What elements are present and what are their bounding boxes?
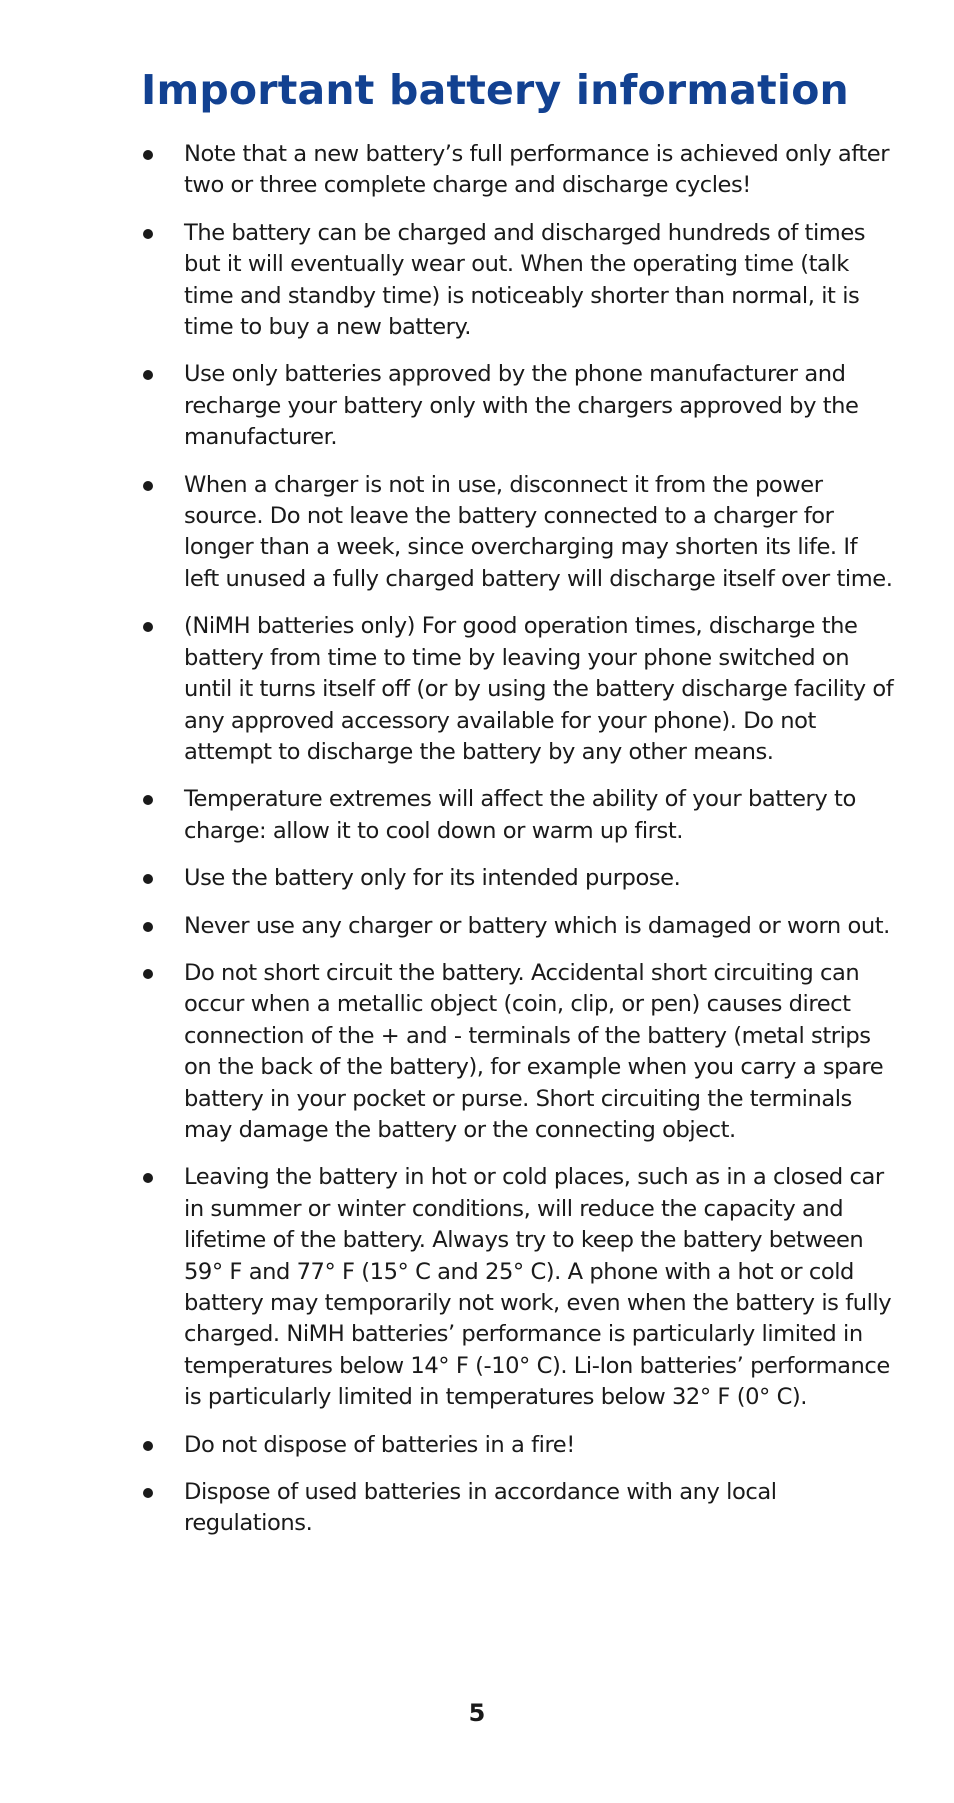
list-item	[141, 218, 898, 344]
bullet-icon	[143, 1173, 153, 1183]
bullet-icon	[143, 370, 153, 380]
list-item	[141, 863, 898, 894]
list-item-text: Do not short circuit the battery. Accidental short circuiting can occur when a metallic object (coin, clip, or pen) causes direct connection of the + and - terminals of the battery (metal strips on the back of the battery), for example when you carry a spare battery in your pocket or purse. Short circuiting the terminals may damage the battery or the connecting object.	[184, 959, 884, 1143]
bullet-icon	[143, 969, 153, 979]
list-item	[141, 359, 898, 453]
list-item	[141, 611, 898, 768]
list-item-text: Use only batteries approved by the phone manufacturer and recharge your battery only with the chargers approved by the manufacturer.	[184, 361, 859, 451]
list-item	[141, 911, 898, 942]
list-item-text: (NiMH batteries only) For good operation times, discharge the battery from time to time by leaving your phone switched on until it turns itself off (or by using the battery discharge facility of any approved accessory available for your phone). Do not attempt to discharge the battery by any other means.	[184, 613, 894, 765]
bullet-icon	[143, 229, 153, 239]
list-item	[141, 139, 898, 202]
bullet-icon	[143, 1441, 153, 1451]
list-item	[141, 1162, 898, 1413]
list-item-text: Use the battery only for its intended purpose.	[184, 865, 681, 892]
list-item-text: When a charger is not in use, disconnect it from the power source. Do not leave the battery connected to a charger for longer than a week, since overcharging may shorten its life. If left unused a fully charged battery will discharge itself over time.	[184, 471, 893, 592]
list-item-text: Never use any charger or battery which is damaged or worn out.	[184, 912, 890, 939]
list-item-text: Do not dispose of batteries in a fire!	[184, 1431, 575, 1458]
list-item	[141, 470, 898, 596]
bullet-icon	[143, 622, 153, 632]
list-item-text: Temperature extremes will affect the ability of your battery to charge: allow it to cool down or warm up first.	[184, 786, 856, 844]
list-item	[141, 958, 898, 1146]
bullet-icon	[143, 481, 153, 491]
list-item-text: The battery can be charged and discharged hundreds of times but it will eventually wear out. When the operating time (talk time and standby time) is noticeably shorter than normal, it is time to buy a new battery.	[184, 219, 866, 341]
page-title: Important battery information	[141, 66, 849, 114]
bullet-icon	[143, 1488, 153, 1498]
bullet-icon	[143, 150, 153, 160]
bullet-icon	[143, 922, 153, 932]
list-item	[141, 1430, 898, 1461]
list-item-text: Dispose of used batteries in accordance with any local regulations.	[184, 1479, 777, 1537]
list-item	[141, 784, 898, 847]
battery-info-list	[141, 139, 898, 1556]
list-item-text: Leaving the battery in hot or cold places, such as in a closed car in summer or winter conditions, will reduce the capacity and lifetime of the battery. Always try to keep the battery between 59° F and 77° F (15° C and 25° C). A phone with a hot or cold battery may temporarily not work, even when the battery is fully charged. NiMH batteries’ performance is particularly limited in temperatures below 14° F (-10° C). Li-Ion batteries’ performance is particularly limited in temperatures below 32° F (0° C).	[184, 1164, 892, 1411]
page-number: 5	[468, 1699, 486, 1727]
list-item-text: Note that a new battery’s full performance is achieved only after two or three complete charge and discharge cycles!	[184, 141, 890, 199]
list-item	[141, 1477, 898, 1540]
bullet-icon	[143, 795, 153, 805]
bullet-icon	[143, 874, 153, 884]
